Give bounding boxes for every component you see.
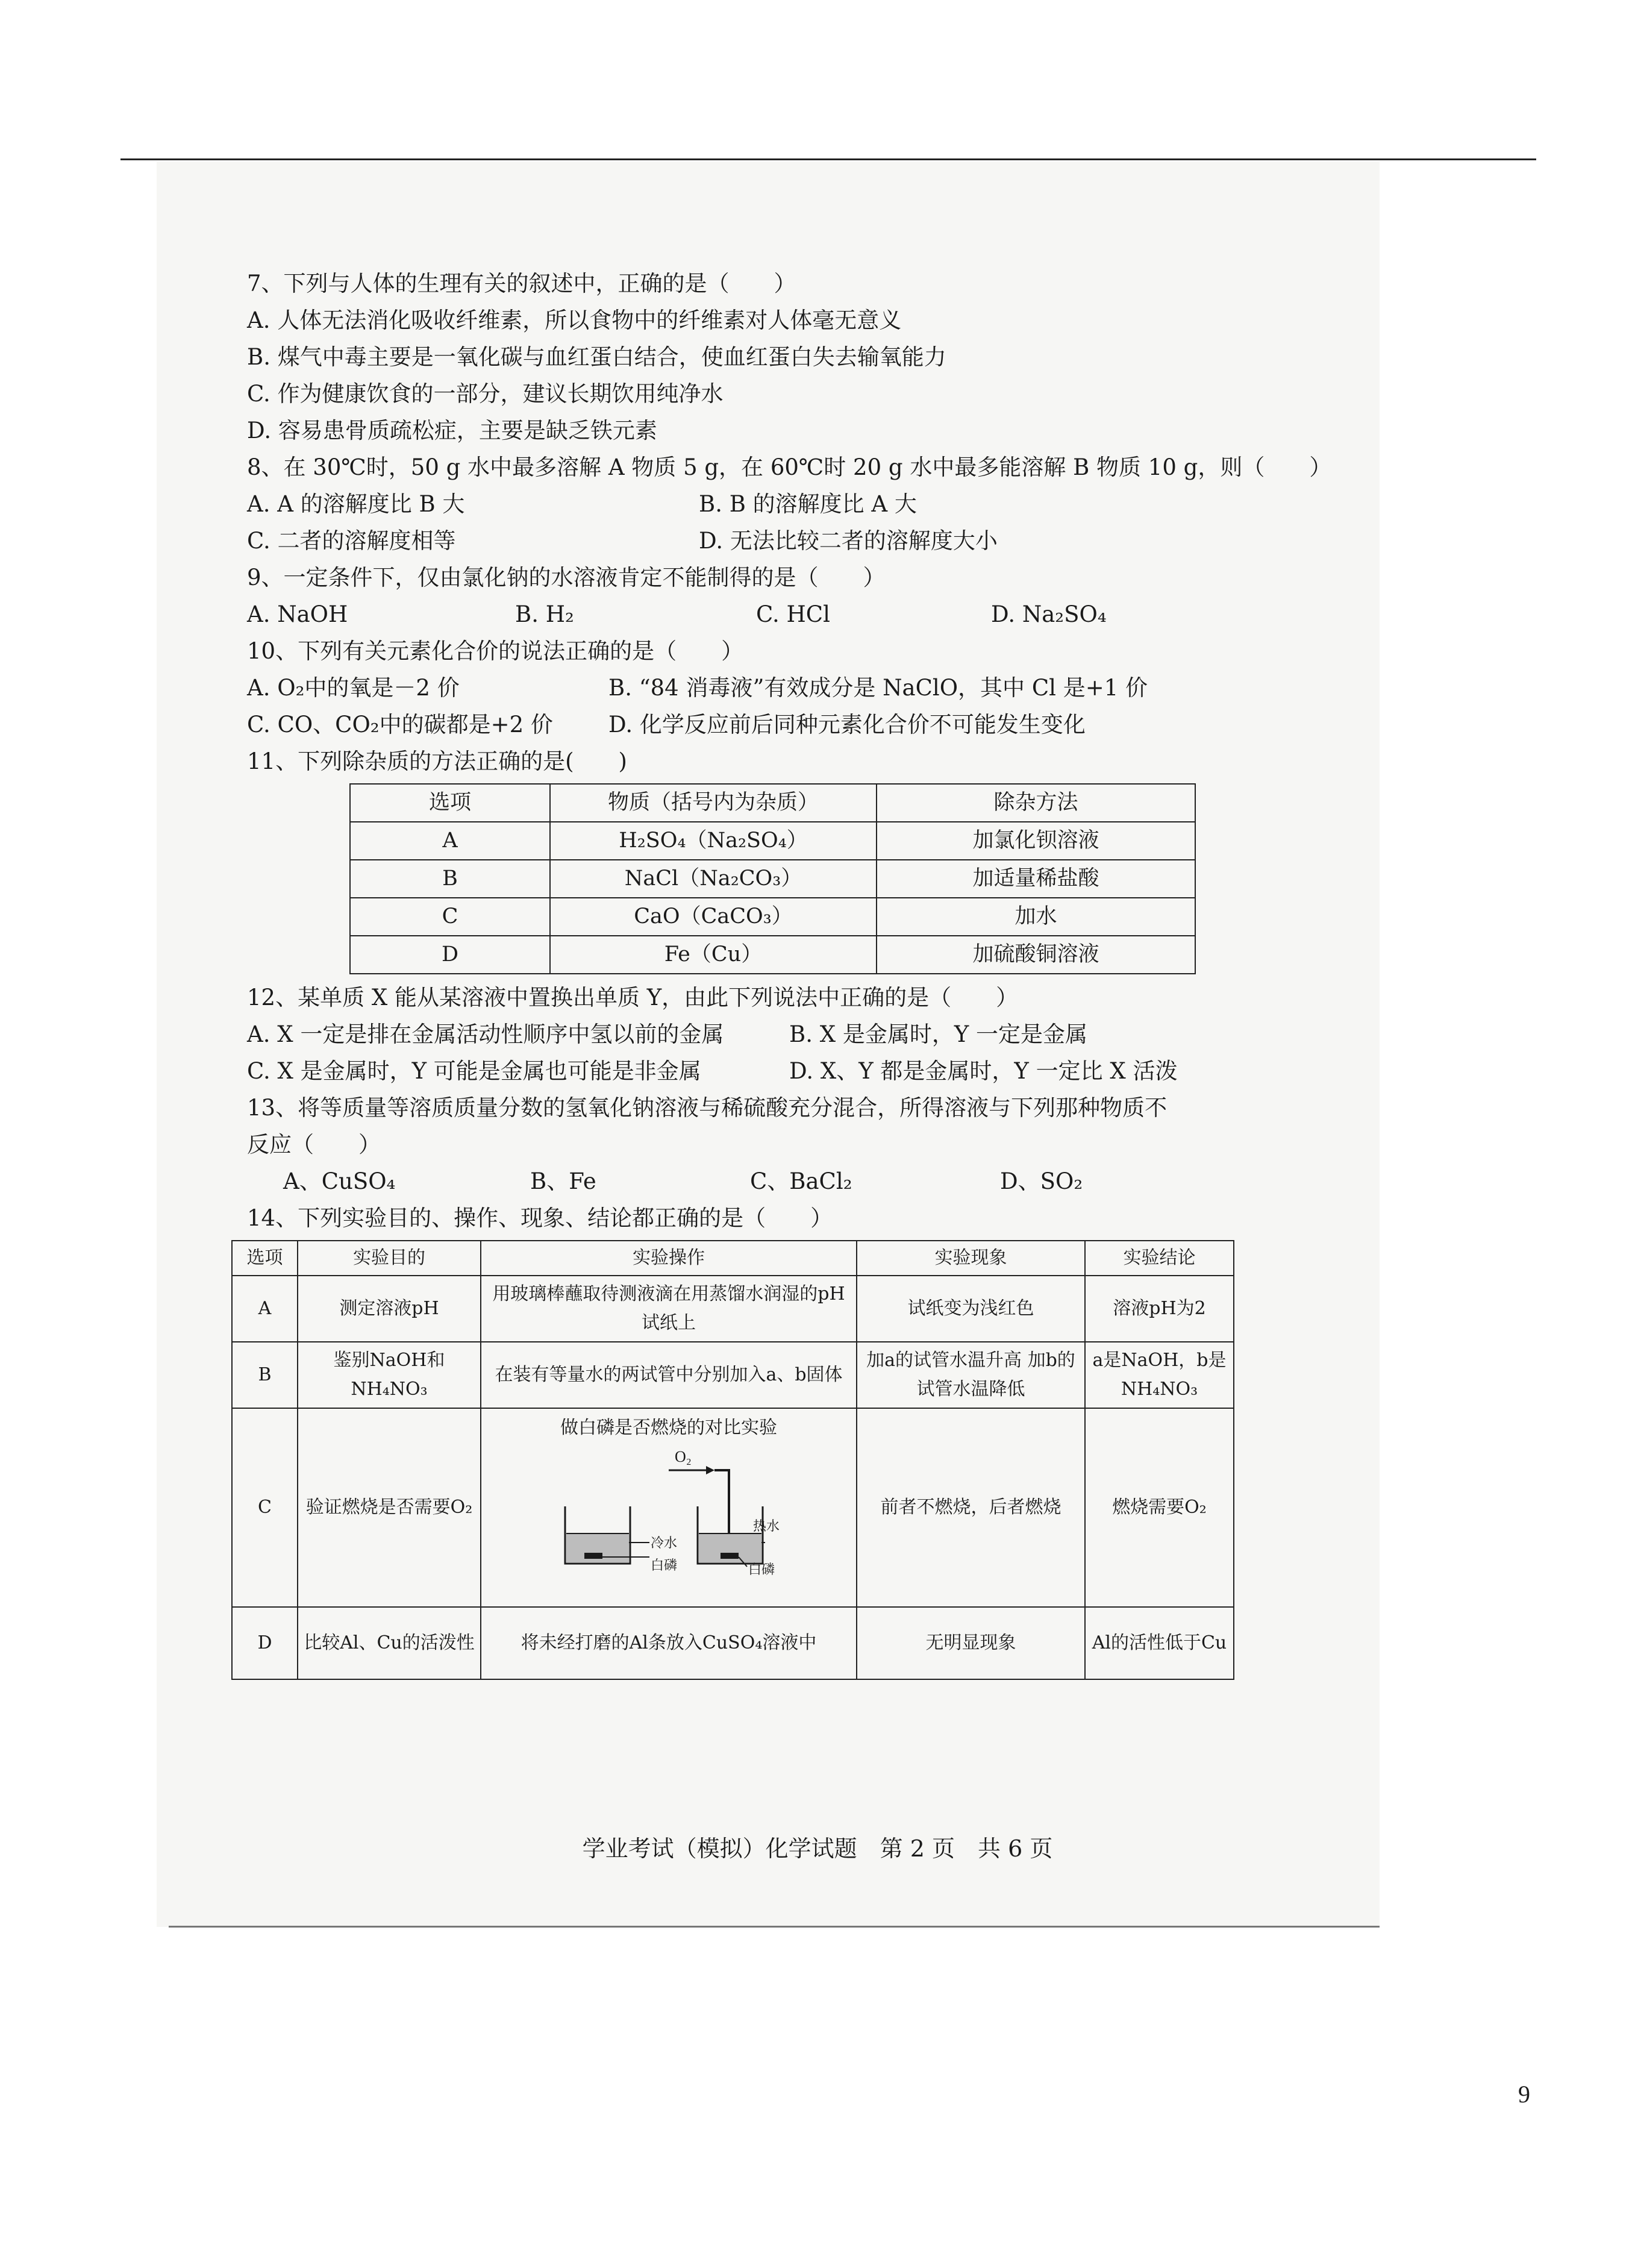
cell-option: C bbox=[232, 1408, 298, 1607]
question-8-options-row-1 bbox=[247, 486, 1331, 522]
white-phosphorus-right-icon bbox=[721, 1553, 739, 1559]
table-row bbox=[350, 822, 1195, 860]
question-13-option-a: A、CuSO₄ bbox=[283, 1168, 396, 1194]
white-p-left-label: 白磷 bbox=[651, 1558, 678, 1573]
question-9-option-b: B. H₂ bbox=[515, 601, 574, 627]
exam-content bbox=[247, 265, 1331, 1680]
header-conclusion: 实验结论 bbox=[1085, 1241, 1234, 1276]
question-12-options-row-2 bbox=[247, 1053, 1331, 1089]
white-phosphorus-left-icon bbox=[584, 1553, 602, 1559]
cell-purpose: 鉴别NaOH和NH₄NO₃ bbox=[298, 1342, 481, 1408]
cell-purpose: 比较Al、Cu的活泼性 bbox=[298, 1607, 481, 1679]
cell-substance: H₂SO₄（Na₂SO₄） bbox=[550, 822, 877, 860]
header-option: 选项 bbox=[232, 1241, 298, 1276]
question-9-option-c: C. HCl bbox=[756, 601, 830, 627]
cell-option: A bbox=[350, 822, 550, 860]
question-8-stem: 8、在 30℃时，50 g 水中最多溶解 A 物质 5 g，在 60℃时 20 g 水中最多能溶解 B 物质 10 g，则（ ） bbox=[247, 454, 1332, 480]
question-10-option-d: D. 化学反应前后同种元素化合价不可能发生变化 bbox=[608, 712, 1086, 738]
header-option: 选项 bbox=[350, 784, 550, 822]
cell-phenomenon: 无明显现象 bbox=[857, 1607, 1085, 1679]
question-12-option-c: C. X 是金属时，Y 可能是金属也可能是非金属 bbox=[247, 1058, 701, 1084]
table-row bbox=[232, 1342, 1234, 1408]
cell-phenomenon: 加a的试管水温升高 加b的试管水温降低 bbox=[857, 1342, 1085, 1408]
cell-option: B bbox=[232, 1342, 298, 1408]
top-rule bbox=[120, 158, 1536, 160]
page-footer: 学业考试（模拟）化学试题 第 2 页 共 6 页 bbox=[582, 1835, 1053, 1862]
cell-operation: 将未经打磨的Al条放入CuSO₄溶液中 bbox=[481, 1607, 857, 1679]
question-12-option-b: B. X 是金属时，Y 一定是金属 bbox=[789, 1021, 1088, 1047]
cell-operation: 用玻璃棒蘸取待测液滴在用蒸馏水润湿的pH试纸上 bbox=[481, 1276, 857, 1342]
question-10-options-row-2 bbox=[247, 706, 1331, 743]
question-13-stem-line-1: 13、将等质量等溶质质量分数的氢氧化钠溶液与稀硫酸充分混合，所得溶液与下列那种物质不 bbox=[247, 1095, 1168, 1121]
cell-option: C bbox=[350, 898, 550, 936]
oxygen-label: O₂ bbox=[675, 1448, 692, 1465]
scan-bottom-edge bbox=[169, 1926, 1380, 1928]
question-8-options-row-2 bbox=[247, 522, 1331, 559]
table-header-row bbox=[350, 784, 1195, 822]
header-purpose: 实验目的 bbox=[298, 1241, 481, 1276]
table-row bbox=[232, 1276, 1234, 1342]
cell-phenomenon: 前者不燃烧，后者燃烧 bbox=[857, 1408, 1085, 1607]
question-13-options bbox=[247, 1163, 1331, 1200]
cell-purpose: 测定溶液pH bbox=[298, 1276, 481, 1342]
question-12-option-d: D. X、Y 都是金属时，Y 一定比 X 活泼 bbox=[789, 1058, 1178, 1084]
question-13-option-c: C、BaCl₂ bbox=[750, 1168, 852, 1194]
cell-substance: NaCl（Na₂CO₃） bbox=[550, 860, 877, 898]
question-11-stem: 11、下列除杂质的方法正确的是( ) bbox=[247, 748, 627, 774]
cell-conclusion: 溶液pH为2 bbox=[1085, 1276, 1234, 1342]
question-9-option-d: D. Na₂SO₄ bbox=[991, 601, 1107, 627]
table-row bbox=[350, 860, 1195, 898]
question-7-option-d: D. 容易患骨质疏松症，主要是缺乏铁元素 bbox=[247, 418, 657, 443]
question-14-stem: 14、下列实验目的、操作、现象、结论都正确的是（ ） bbox=[247, 1205, 833, 1231]
cell-conclusion: 燃烧需要O₂ bbox=[1085, 1408, 1234, 1607]
hot-water-label: 热水 bbox=[753, 1519, 780, 1534]
diagram-title: 做白磷是否燃烧的对比实验 bbox=[560, 1417, 777, 1438]
header-substance: 物质（括号内为杂质） bbox=[550, 784, 877, 822]
question-13-stem-line-2: 反应（ ） bbox=[247, 1132, 381, 1157]
oxygen-arrow-head bbox=[706, 1466, 714, 1474]
page-number: 9 bbox=[1518, 2081, 1530, 2108]
question-8-option-c: C. 二者的溶解度相等 bbox=[247, 528, 456, 554]
cell-phenomenon: 试纸变为浅红色 bbox=[857, 1276, 1085, 1342]
question-10-option-b: B. “84 消毒液”有效成分是 NaClO，其中 Cl 是+1 价 bbox=[608, 675, 1148, 701]
cell-conclusion: Al的活性低于Cu bbox=[1085, 1607, 1234, 1679]
phosphorus-combustion-diagram bbox=[548, 1446, 789, 1579]
question-10-stem: 10、下列有关元素化合价的说法正确的是（ ） bbox=[247, 638, 744, 664]
cell-purpose: 验证燃烧是否需要O₂ bbox=[298, 1408, 481, 1607]
table-row bbox=[232, 1607, 1234, 1679]
table-row bbox=[350, 936, 1195, 974]
cell-substance: Fe（Cu） bbox=[550, 936, 877, 974]
cell-operation: 在装有等量水的两试管中分别加入a、b固体 bbox=[481, 1342, 857, 1408]
cell-option: D bbox=[350, 936, 550, 974]
question-8-option-b: B. B 的溶解度比 A 大 bbox=[699, 491, 917, 517]
table-row bbox=[350, 898, 1195, 936]
question-12-options-row-1 bbox=[247, 1016, 1331, 1053]
question-14-table bbox=[231, 1240, 1234, 1680]
question-9-option-a: A. NaOH bbox=[247, 601, 348, 627]
cell-option: B bbox=[350, 860, 550, 898]
question-7-option-b: B. 煤气中毒主要是一氧化碳与血红蛋白结合，使血红蛋白失去输氧能力 bbox=[247, 344, 946, 370]
question-8-option-a: A. A 的溶解度比 B 大 bbox=[247, 491, 465, 517]
cell-substance: CaO（CaCO₃） bbox=[550, 898, 877, 936]
question-9-options bbox=[247, 596, 1331, 633]
cell-method: 加硫酸铜溶液 bbox=[877, 936, 1195, 974]
header-operation: 实验操作 bbox=[481, 1241, 857, 1276]
header-phenomenon: 实验现象 bbox=[857, 1241, 1085, 1276]
cell-method: 加水 bbox=[877, 898, 1195, 936]
white-p-right-label: 白磷 bbox=[748, 1562, 775, 1577]
cell-method: 加氯化钡溶液 bbox=[877, 822, 1195, 860]
cell-method: 加适量稀盐酸 bbox=[877, 860, 1195, 898]
question-12-option-a: A. X 一定是排在金属活动性顺序中氢以前的金属 bbox=[247, 1021, 724, 1047]
question-7-option-a: A. 人体无法消化吸收纤维素，所以食物中的纤维素对人体毫无意义 bbox=[247, 307, 902, 333]
header-method: 除杂方法 bbox=[877, 784, 1195, 822]
table-row bbox=[232, 1408, 1234, 1607]
question-10-option-c: C. CO、CO₂中的碳都是+2 价 bbox=[247, 712, 553, 738]
cell-conclusion: a是NaOH，b是NH₄NO₃ bbox=[1085, 1342, 1234, 1408]
question-13-option-d: D、SO₂ bbox=[1000, 1168, 1083, 1194]
question-7-stem: 7、下列与人体的生理有关的叙述中，正确的是（ ） bbox=[247, 271, 796, 296]
table-header-row bbox=[232, 1241, 1234, 1276]
question-12-stem: 12、某单质 X 能从某溶液中置换出单质 Y，由此下列说法中正确的是（ ） bbox=[247, 985, 1019, 1010]
question-11-table bbox=[349, 783, 1196, 974]
question-10-options-row-1 bbox=[247, 669, 1331, 706]
cell-operation bbox=[481, 1408, 857, 1607]
question-9-stem: 9、一定条件下，仅由氯化钠的水溶液肯定不能制得的是（ ） bbox=[247, 565, 886, 590]
question-13-option-b: B、Fe bbox=[530, 1168, 596, 1194]
cell-option: A bbox=[232, 1276, 298, 1342]
cold-water-label: 冷水 bbox=[651, 1536, 678, 1551]
question-7-option-c: C. 作为健康饮食的一部分，建议长期饮用纯净水 bbox=[247, 381, 724, 407]
cell-option: D bbox=[232, 1607, 298, 1679]
question-10-option-a: A. O₂中的氧是－2 价 bbox=[247, 675, 460, 701]
question-8-option-d: D. 无法比较二者的溶解度大小 bbox=[699, 528, 998, 554]
